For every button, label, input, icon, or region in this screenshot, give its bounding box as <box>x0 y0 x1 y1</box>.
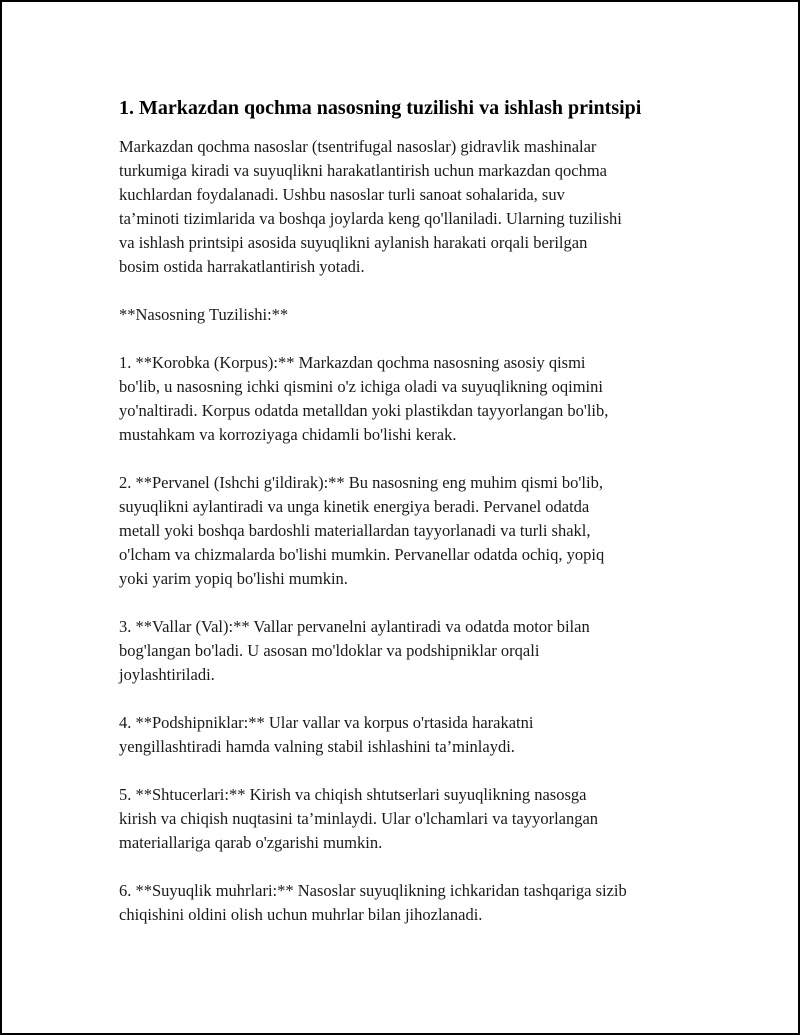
paragraph-line: bog'langan bo'ladi. U asosan mo'ldoklar va podshipniklar orqali <box>119 641 540 660</box>
paragraph-line: yoki yarim yopiq bo'lishi mumkin. <box>119 569 348 588</box>
paragraph-line: yo'naltiradi. Korpus odatda metalldan yoki plastikdan tayyorlangan bo'lib, <box>119 401 609 420</box>
paragraph-line: suyuqlikni aylantiradi va unga kinetik energiya beradi. Pervanel odatda <box>119 497 590 516</box>
paragraph-line: kirish va chiqish nuqtasini ta’minlaydi. Ular o'lchamlari va tayyorlangan <box>119 809 599 828</box>
paragraph-line: va ishlash printsipi asosida suyuqlikni aylanish harakati orqali berilgan <box>119 233 588 252</box>
paragraph-line: **Nasosning Tuzilishi:** <box>119 305 289 324</box>
list-item-muhrlar <box>119 879 699 927</box>
paragraph-line: 6. **Suyuqlik muhrlari:** Nasoslar suyuqlikning ichkaridan tashqariga sizib <box>119 881 627 900</box>
paragraph-line: 4. **Podshipniklar:** Ular vallar va korpus o'rtasida harakatni <box>119 713 534 732</box>
list-item-shtucerlari <box>119 783 699 855</box>
list-item-vallar <box>119 615 699 687</box>
paragraph-line: 2. **Pervanel (Ishchi g'ildirak):** Bu nasosning eng muhim qismi bo'lib, <box>119 473 603 492</box>
section-subheading <box>119 303 699 327</box>
paragraph-line: bo'lib, u nasosning ichki qismini o'z ichiga oladi va suyuqlikning oqimini <box>119 377 603 396</box>
paragraph-line: yengillashtiradi hamda valning stabil ishlashini ta’minlaydi. <box>119 737 515 756</box>
paragraph-line: turkumiga kiradi va suyuqlikni harakatlantirish uchun markazdan qochma <box>119 161 607 180</box>
paragraph-line: ta’minoti tizimlarida va boshqa joylarda keng qo'llaniladi. Ularning tuzilishi <box>119 209 622 228</box>
paragraph-line: 1. **Korobka (Korpus):** Markazdan qochma nasosning asosiy qismi <box>119 353 586 372</box>
paragraph-line: o'lcham va chizmalarda bo'lishi mumkin. Pervanellar odatda ochiq, yopiq <box>119 545 605 564</box>
paragraph-line: materiallariga qarab o'zgarishi mumkin. <box>119 833 383 852</box>
document-heading: 1. Markazdan qochma nasosning tuzilishi va ishlash printsipi <box>119 97 642 119</box>
paragraph-line: joylashtiriladi. <box>119 665 215 684</box>
paragraph-line: mustahkam va korroziyaga chidamli bo'lishi kerak. <box>119 425 457 444</box>
paragraph-line: Markazdan qochma nasoslar (tsentrifugal nasoslar) gidravlik mashinalar <box>119 137 597 156</box>
paragraph-line: metall yoki boshqa bardoshli materiallardan tayyorlanadi va turli shakl, <box>119 521 591 540</box>
intro-paragraph <box>119 135 699 279</box>
list-item-korpus <box>119 351 699 447</box>
paragraph-line: 3. **Vallar (Val):** Vallar pervanelni aylantiradi va odatda motor bilan <box>119 617 590 636</box>
paragraph-line: chiqishini oldini olish uchun muhrlar bilan jihozlanadi. <box>119 905 483 924</box>
paragraph-line: bosim ostida harrakatlantirish yotadi. <box>119 257 365 276</box>
document-body <box>119 95 699 951</box>
list-item-podshipniklar <box>119 711 699 759</box>
paragraph-line: 5. **Shtucerlari:** Kirish va chiqish shtutserlari suyuqlikning nasosga <box>119 785 587 804</box>
list-item-pervanel <box>119 471 699 591</box>
paragraph-line: kuchlardan foydalanadi. Ushbu nasoslar turli sanoat sohalarida, suv <box>119 185 565 204</box>
